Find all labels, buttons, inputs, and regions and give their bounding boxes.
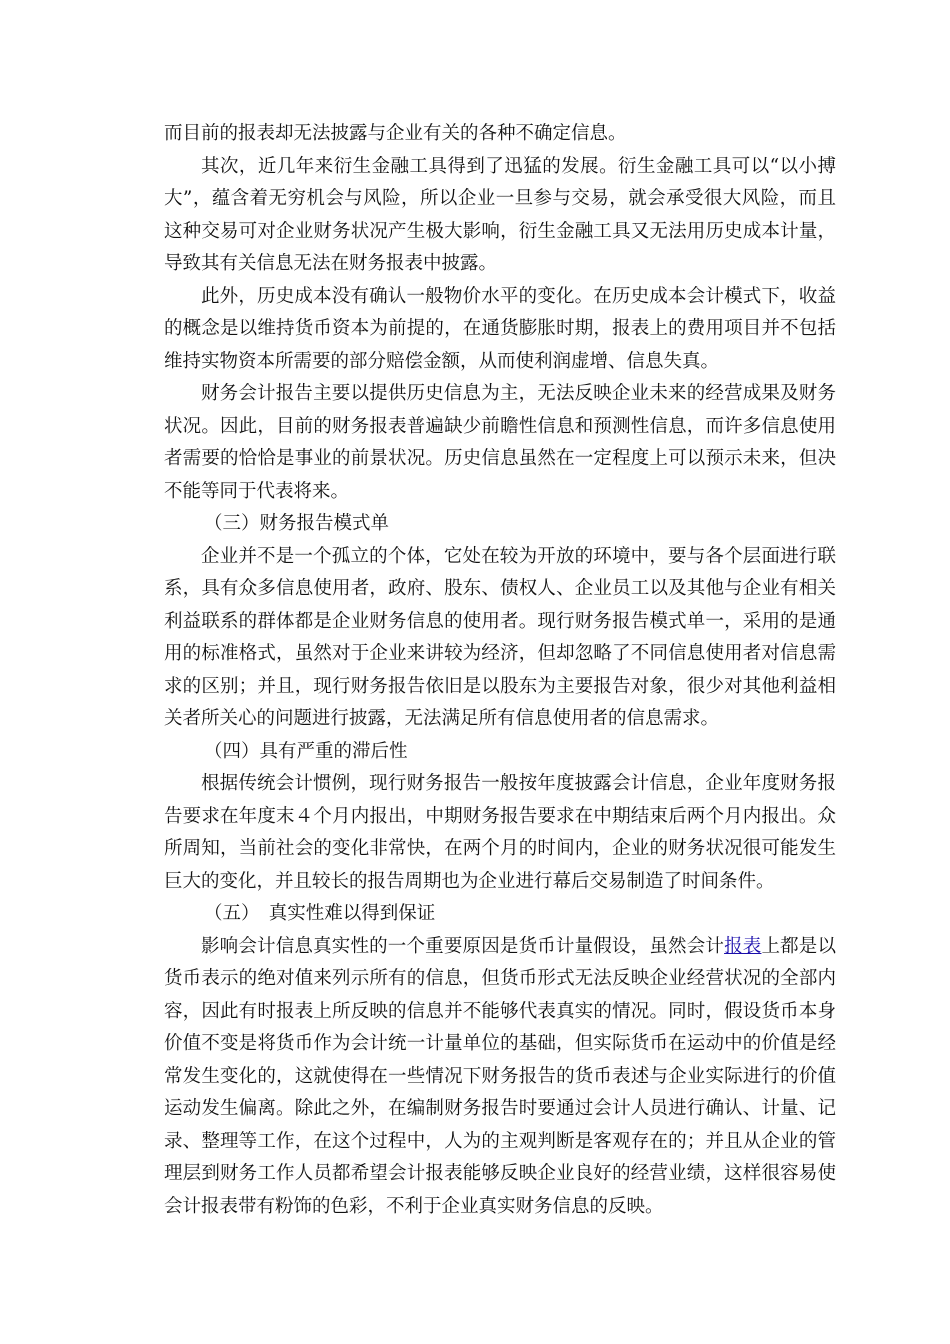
paragraph-authenticity-start: 影响会计信息真实性的一个重要原因是货币计量假设，虽然会计 bbox=[201, 935, 725, 957]
paragraph-authenticity bbox=[164, 931, 836, 1224]
paragraph-authenticity-rest: 上都是以货币表示的绝对值来列示所有的信息，但货币形式无法反映企业经营状况的全部内容，因此有时报表上所反映的信息并不能够代表真实的情况。同时，假设货币本身价值不变是将货币作为会计统一计量单位的基础，但实际货币在运动中的价值是经常发生变化的，这就使得在一些情况下财务报告的货币表述与企业实际进行的价值运动发生偏离。除此之外，在编制财务报告时要通过会计人员进行确认、计量、记录、整理等工作，在这个过程中，人为的主观判断是客观存在的；并且从企业的管理层到财务工作人员都希望会计报表能够反映企业良好的经营业绩，这样很容易使会计报表带有粉饰的色彩，不利于企业真实财务信息的反映。 bbox=[164, 935, 836, 1217]
paragraph-historical-info: 财务会计报告主要以提供历史信息为主，无法反映企业未来的经营成果及财务状况。因此，目前的财务报表普遍缺少前瞻性信息和预测性信息，而许多信息使用者需要的恰恰是事业的前景状况。历史信息虽然在一定程度上可以预示未来，但决不能等同于代表将来。 bbox=[164, 383, 836, 502]
paragraph-lag: 根据传统会计惯例，现行财务报告一般按年度披露会计信息，企业年度财务报告要求在年度末４个月内报出，中期财务报告要求在中期结束后两个月内报出。众所周知，当前社会的变化非常快，在两个月的时间内，企业的财务状况很可能发生巨大的变化，并且较长的报告周期也为企业进行幕后交易制造了时间条件。 bbox=[164, 773, 836, 892]
paragraph-single-model: 企业并不是一个孤立的个体，它处在较为开放的环境中，要与各个层面进行联系，具有众多信息使用者，政府、股东、债权人、企业员工以及其他与企业有相关利益联系的群体都是企业财务信息的使用者。现行财务报告模式单一，采用的是通用的标准格式，虽然对于企业来讲较为经济，但却忽略了不同信息使用者对信息需求的区别；并且，现行财务报告依旧是以股东为主要报告对象，很少对其他利益相关者所关心的问题进行披露，无法满足所有信息使用者的信息需求。 bbox=[164, 545, 836, 729]
report-link[interactable]: 报表 bbox=[724, 935, 762, 957]
paragraph-derivatives: 其次，近几年来衍生金融工具得到了迅猛的发展。衍生金融工具可以“以小搏大”，蕴含着无穷机会与风险，所以企业一旦参与交易，就会承受很大风险，而且这种交易可对企业财务状况产生极大影响，衍生金融工具又无法用历史成本计量，导致其有关信息无法在财务报表中披露。 bbox=[164, 155, 836, 274]
section-heading-4: （四）具有严重的滞后性 bbox=[204, 740, 408, 762]
section-heading-3: （三）财务报告模式单 bbox=[204, 513, 390, 534]
document-body bbox=[164, 118, 836, 1223]
paragraph-price-level: 此外，历史成本没有确认一般物价水平的变化。在历史成本会计模式下，收益的概念是以维持货币资本为前提的，在通货膨胀时期，报表上的费用项目并不包括维持实物资本所需要的部分赔偿金额，从而使利润虚增、信息失真。 bbox=[164, 285, 836, 372]
paragraph-continuation: 而目前的报表却无法披露与企业有关的各种不确定信息。 bbox=[164, 123, 627, 144]
section-heading-5: （五） 真实性难以得到保证 bbox=[204, 903, 436, 924]
